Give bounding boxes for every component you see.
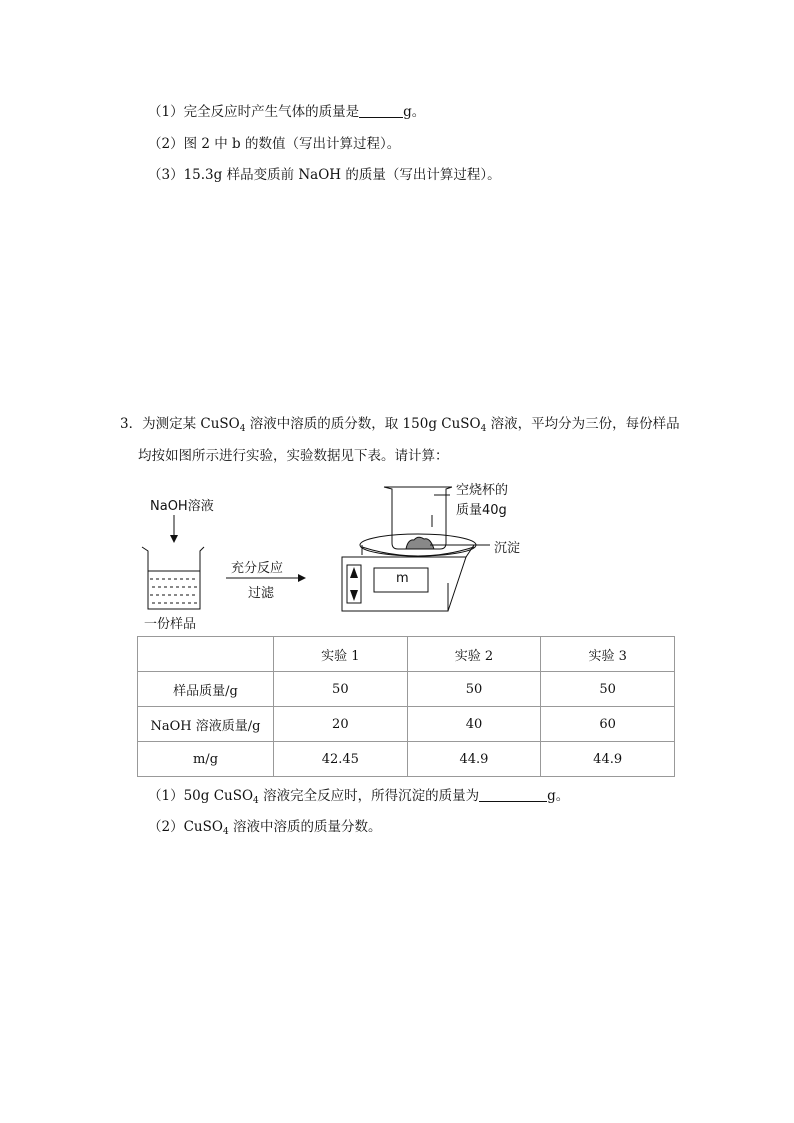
table-cell: 60	[541, 707, 675, 742]
empty-beaker-label-1: 空烧杯的	[456, 483, 509, 498]
table-cell: NaOH 溶液质量/g	[138, 707, 274, 742]
table-cell: 50	[541, 672, 675, 707]
q3-part1-b: 溶液完全反应时，所得沉淀的质量为	[258, 788, 480, 804]
table-row	[138, 742, 675, 777]
subscript: 4	[480, 424, 487, 434]
sample-label: 一份样品	[144, 617, 197, 632]
table-cell: 44.9	[541, 742, 675, 777]
q3-number: 3．	[120, 416, 143, 432]
q3-stem-line2: 均按如图所示进行实验，实验数据见下表。请计算：	[138, 448, 449, 464]
q2-part1-text: （1）完全反应时产生气体的质量是	[148, 104, 360, 120]
balance-display-label: m	[396, 571, 409, 586]
naoh-solution-label: NaOH溶液	[150, 499, 214, 514]
answer-blank	[479, 787, 547, 802]
precipitate-label: 沉淀	[494, 541, 521, 556]
table-header-cell: 实验 2	[407, 637, 541, 672]
table-cell: 44.9	[407, 742, 541, 777]
table-cell: 20	[274, 707, 408, 742]
answer-blank	[359, 103, 403, 118]
table-cell: 40	[407, 707, 541, 742]
q2-part2: （2）图 2 中 b 的数值（写出计算过程）。	[148, 136, 401, 152]
table-row	[138, 672, 675, 707]
table-cell: 50	[407, 672, 541, 707]
q3-part1-a: （1）50g CuSO	[148, 788, 254, 804]
q3-part2-b: 溶液中溶质的质量分数。	[228, 819, 382, 835]
table-cell: 50	[274, 672, 408, 707]
q3-stem-line1	[120, 414, 680, 434]
reaction-label-top: 充分反应	[231, 561, 284, 576]
q2-part1	[148, 102, 425, 122]
table-header-row	[138, 637, 675, 672]
experiment-data-table	[137, 636, 675, 777]
q3-part1-unit: g。	[547, 788, 570, 804]
table-cell: 样品质量/g	[138, 672, 274, 707]
experiment-figure	[130, 475, 550, 635]
q3-part2-a: （2）CuSO	[148, 819, 223, 835]
q3-part1	[148, 786, 569, 806]
sample-beaker	[142, 547, 204, 609]
drop-arrowhead	[170, 535, 178, 543]
q3-stem-c: 溶液，平均分为三份，每份样品	[486, 416, 680, 432]
table-row	[138, 707, 675, 742]
table-cell: m/g	[138, 742, 274, 777]
q3-part2	[148, 817, 381, 837]
reaction-label-bottom: 过滤	[248, 586, 275, 601]
reaction-arrowhead	[298, 574, 306, 582]
table-header-cell	[138, 637, 274, 672]
subscript: 4	[239, 424, 246, 434]
q3-stem-a: 为测定某 CuSO	[142, 416, 240, 432]
table-header-cell: 实验 1	[274, 637, 408, 672]
subscript: 4	[222, 827, 229, 837]
table-header-cell: 实验 3	[541, 637, 675, 672]
empty-beaker-label-2: 质量40g	[456, 503, 507, 518]
q3-stem-b: 溶液中溶质的质分数，取 150g CuSO	[245, 416, 481, 432]
q2-part1-unit: g。	[403, 104, 426, 120]
table-cell: 42.45	[274, 742, 408, 777]
q2-part3: （3）15.3g 样品变质前 NaOH 的质量（写出计算过程）。	[148, 167, 501, 183]
subscript: 4	[253, 796, 259, 806]
